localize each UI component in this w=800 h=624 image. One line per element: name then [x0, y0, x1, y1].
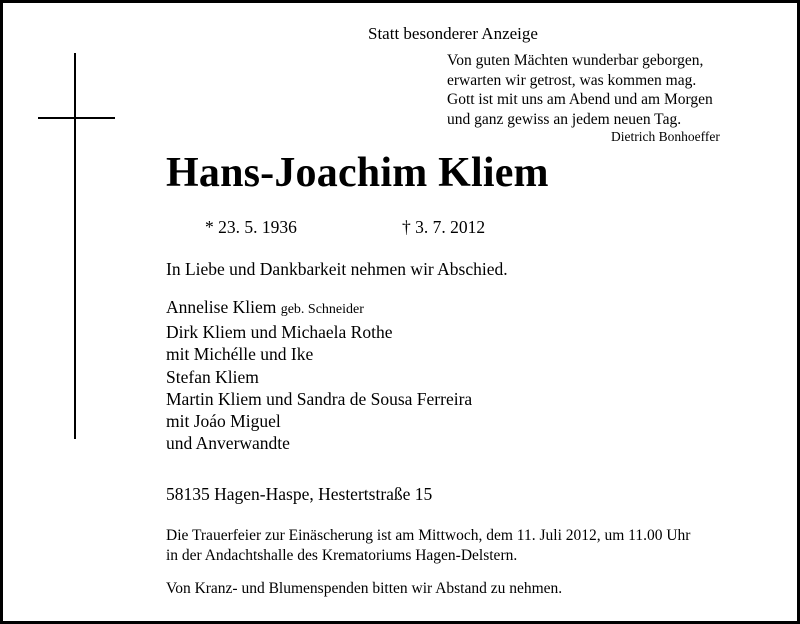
service-line: in der Andachtshalle des Krematoriums Hagen-Delstern.: [166, 546, 518, 564]
cross-vertical-bar: [74, 53, 76, 439]
service-info: [166, 526, 690, 565]
birth-date: * 23. 5. 1936: [205, 217, 297, 237]
mourner-line: Stefan Kliem: [166, 366, 259, 387]
farewell-text: In Liebe und Dankbarkeit nehmen wir Abschied.: [166, 259, 508, 279]
death-date: † 3. 7. 2012: [402, 217, 486, 237]
quote-line: erwarten wir getrost, was kommen mag.: [447, 71, 697, 89]
header-note: Statt besonderer Anzeige: [368, 24, 538, 43]
quote-line: Von guten Mächten wunderbar geborgen,: [447, 52, 704, 69]
service-line: Die Trauerfeier zur Einäscherung ist am Mittwoch, dem 11. Juli 2012, um 11.00 Uhr: [166, 527, 691, 544]
quote: [447, 51, 713, 129]
maiden-name: geb. Schneider: [280, 302, 364, 317]
mourner-line: Martin Kliem und Sandra de Sousa Ferreira: [166, 388, 473, 409]
deceased-name: Hans-Joachim Kliem: [166, 150, 549, 196]
address: 58135 Hagen-Haspe, Hestertstraße 15: [166, 484, 433, 504]
quote-line: und ganz gewiss an jedem neuen Tag.: [447, 110, 682, 128]
cross-horizontal-bar: [38, 117, 115, 119]
mourner-line: und Anverwandte: [166, 433, 290, 454]
mourner-line: Dirk Kliem und Michaela Rothe: [166, 322, 393, 343]
mourner-name: Annelise Kliem: [166, 297, 277, 317]
mourner-line: mit Joáo Miguel: [166, 411, 281, 432]
mourner-line: mit Michélle und Ike: [166, 344, 314, 365]
mourner-line: [166, 296, 472, 321]
quote-line: Gott ist mit uns am Abend und am Morgen: [447, 91, 713, 108]
mourners-list: [166, 296, 472, 454]
flowers-note: Von Kranz- und Blumenspenden bitten wir Abstand zu nehmen.: [166, 580, 563, 597]
quote-author: Dietrich Bonhoeffer: [611, 129, 720, 144]
